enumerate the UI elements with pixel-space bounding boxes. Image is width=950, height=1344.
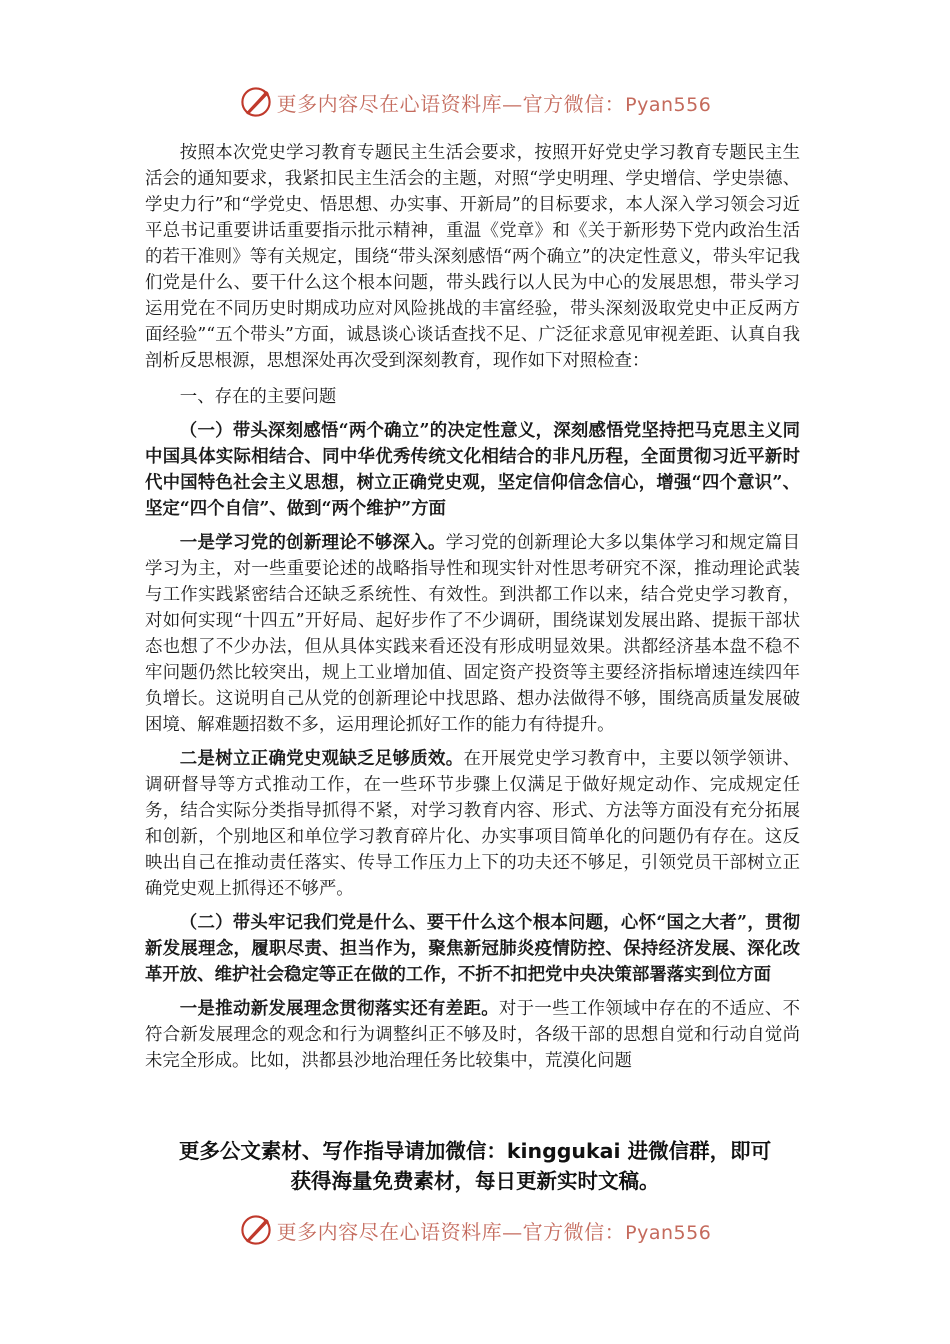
header-banner [0,82,950,122]
subsection-1-heading: （一）带头深刻感悟“两个确立”的决定性意义，深刻感悟党坚持把马克思主义同中国具体实际相结合、同中华优秀传统文化相结合的非凡历程，全面贯彻习近平新时代中国特色社会主义思想，树立正确党史观，坚定信仰信念信心，增强“四个意识”、坚定“四个自信”、做到“两个维护”方面 [145,421,800,519]
quill-logo-icon [239,1213,273,1247]
section-1-heading: 一、存在的主要问题 [179,387,337,407]
paragraph-3-lead: 一是推动新发展理念贯彻落实还有差距。 [179,999,499,1019]
footer-banner-text [277,1216,712,1245]
footer-banner [0,1210,950,1250]
promo-notice [0,1136,950,1196]
promo-line-1: 更多公文素材、写作指导请加微信：kinggukai 进微信群，即可 [178,1139,772,1163]
promo-line-2: 获得海量免费素材，每日更新实时文稿。 [290,1169,660,1193]
document-body [145,140,800,1074]
paragraph-2-lead: 二是树立正确党史观缺乏足够质效。 [179,749,464,769]
subsection-2-heading: （二）带头牢记我们党是什么、要干什么这个根本问题，心怀“国之大者”，贯彻新发展理念，履职尽责、担当作为，聚焦新冠肺炎疫情防控、保持经济发展、深化改革开放、维护社会稳定等正在做的工作，不折不扣把党中央决策部署落实到位方面 [145,913,800,985]
footer-banner-wechat: Pyan556 [625,1221,712,1244]
paragraph-3 [145,996,800,1074]
header-banner-title: 更多内容尽在心语资料库—官方微信： [276,91,626,116]
header-banner-text [277,88,712,117]
paragraph-1-lead: 一是学习党的创新理论不够深入。 [179,533,446,553]
intro-paragraph: 按照本次党史学习教育专题民主生活会要求，按照开好党史学习教育专题民主生活会的通知要求，我紧扣民主生活会的主题，对照“学史明理、学史增信、学史崇德、学史力行”和“学党史、悟思想、办实事、开新局”的目标要求，本人深入学习领会习近平总书记重要讲话重要指示批示精神，重温《党章》和《关于新形势下党内政治生活的若干准则》等有关规定，围绕“带头深刻感悟“两个确立”的决定性意义，带头牢记我们党是什么、要干什么这个根本问题，带头践行以人民为中心的发展思想，带头学习运用党在不同历史时期成功应对风险挑战的丰富经验，带头深刻汲取党史中正反两方面经验”“五个带头”方面，诚恳谈心谈话查找不足、广泛征求意见审视差距、认真自我剖析反思根源，思想深处再次受到深刻教育，现作如下对照检查： [145,143,800,371]
footer-banner-title: 更多内容尽在心语资料库—官方微信： [276,1219,626,1244]
paragraph-1 [145,530,800,738]
quill-logo-icon [239,85,273,119]
header-banner-wechat: Pyan556 [625,93,712,116]
paragraph-2 [145,746,800,902]
paragraph-1-body: 学习党的创新理论大多以集体学习和规定篇目 学习为主，对一些重要论述的战略指导性和现实针对性思考研究不深，推动理论武装与工作实践紧密结合还缺乏系统性、有效性。到洪都工作以来，结合党史学习教育，对如何实现“十四五”开好局、起好步作了不少调研，围绕谋划发展出路、提振干部状态也想了不少办法，但从具体实践来看还没有形成明显效果。洪都经济基本盘不稳不牢问题仍然比较突出，规上工业增加值、固定资产投资等主要经济指标增速连续四年负增长。这说明自己从党的创新理论中找思路、想办法做得不够，围绕高质量发展破困境、解难题招数不多，运用理论抓好工作的能力有待提升。 [145,533,800,735]
paragraph-2-body: 在开展党史学习教育中，主要以领学领讲、调研督导等方式推动工作，在一些环节步骤上仅满足于做好规定动作、完成规定任务，结合实际分类指导抓得不紧，对学习教育内容、形式、方法等方面没有充分拓展和创新，个别地区和单位学习教育碎片化、办实事项目简单化的问题仍有存在。这反映出自己在推动责任落实、传导工作压力上下的功夫还不够足，引领党员干部树立正确党史观上抓得还不够严。 [145,749,800,899]
paragraph-3-body: 对于一些工作领域中存在的不适应、不符合新发展理念的观念和行为调整纠正不够及时，各级干部的思想自觉和行动自觉尚未完全形成。比如，洪都县沙地治理任务比较集中，荒漠化问题 [145,999,800,1071]
